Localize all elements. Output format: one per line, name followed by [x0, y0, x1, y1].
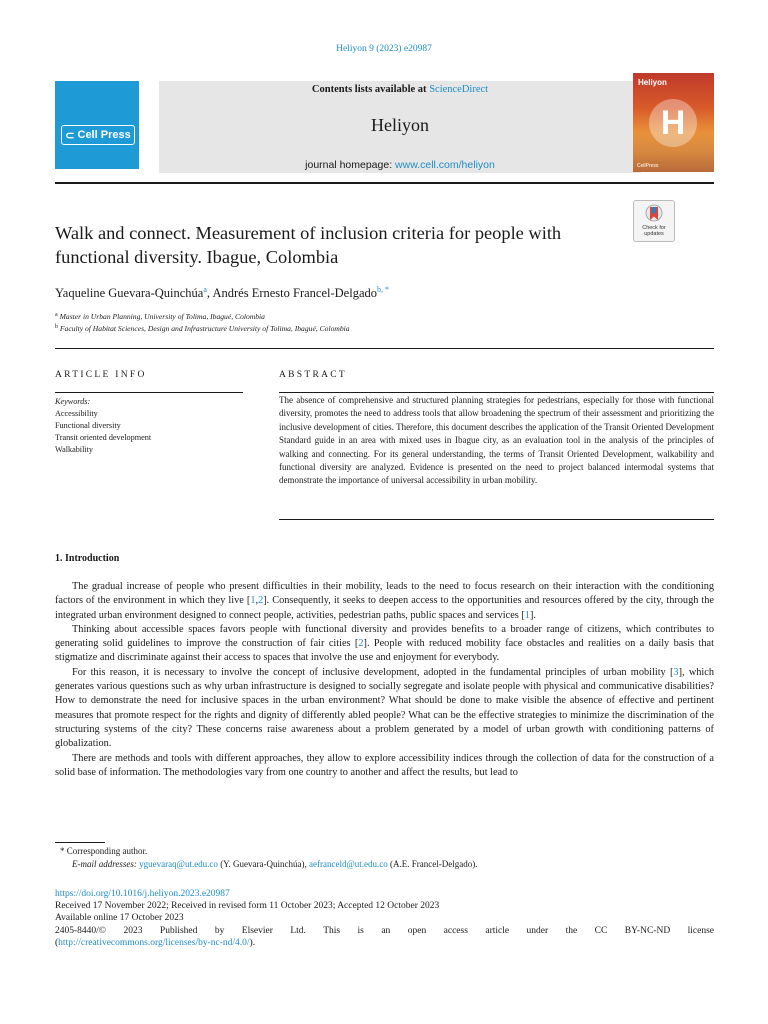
body-text-run: The gradual increase of people who present difficulties in their mobility, leads to the need to focus research on their interaction with the conditioning factors of the environment in which they live [	[55, 581, 714, 607]
author-list: Yaqueline Guevara-Quinchúa$^a$, Andrés Ernesto Francel-Delgado$^{b, *}$	[55, 285, 389, 300]
license-url-line: (http://creativecommons.org/licenses/by-nc-nd/4.0/).	[55, 937, 256, 948]
affiliation: $^a$ Master in Urban Planning, University of Tolima, Ibagué, Colombia	[55, 312, 265, 321]
abstract-divider	[279, 392, 714, 393]
cellpress-badge	[61, 125, 135, 145]
affiliation-mark[interactable]: a	[203, 285, 207, 294]
keyword: Transit oriented development	[55, 433, 152, 442]
license-statement: 2405-8440/© 2023 Published by Elsevier Ltd. This is an open access article under the CC BY-NC-ND license	[55, 925, 714, 936]
abstract-text: The absence of comprehensive and structured planning strategies for pedestrians, especially for those with functional diversity, promotes the need to address tools that allow broadening the spectrum of their assessment and prioritizing the inclusive development of cities. Therefore, this document describes the application of the Transit Oriented Development Standard guide in an area with mixed uses in Ibague city, as an evaluation tool in the analysis of the principles of walking and connecting. For its general understanding, the terms of Transit Oriented Development, walkability and functional diversity are analyzed. Evidence is presented on the need to project balanced intermodal systems that demonstrate the importance of universal accessibility in urban mobility.	[279, 395, 714, 486]
email-link[interactable]: aefranceld@ut.edu.co	[309, 859, 388, 869]
available-online: Available online 17 October 2023	[55, 913, 184, 924]
journal-reference[interactable]: Heliyon 9 (2023) e20987	[336, 44, 432, 54]
contents-line: Contents lists available at ScienceDirect	[311, 84, 489, 95]
email-link[interactable]: yguevaraq@ut.edu.co	[139, 859, 218, 869]
body-paragraph	[55, 666, 714, 752]
body-text-run: ].	[529, 609, 536, 621]
body-text-run: ]. People with reduced mobility face obstacles and realities on a daily basis that stigmatize and discriminate against their access to spaces that involve the use and enjoyment for everybody.	[55, 638, 714, 664]
citation-link[interactable]: 2	[358, 638, 364, 650]
abstract-end-divider	[279, 519, 714, 520]
citation-link[interactable]: 3	[673, 666, 679, 678]
keyword: Walkability	[55, 445, 93, 454]
author-name[interactable]: Yaqueline Guevara-Quinchúa	[55, 286, 204, 300]
keywords-list	[55, 396, 151, 456]
body-paragraph	[55, 580, 714, 623]
article-metadata	[55, 888, 714, 949]
cover-footer: CellPress	[637, 163, 659, 169]
header-divider	[55, 182, 714, 184]
body-paragraph	[55, 623, 714, 666]
affiliation-mark[interactable]: b, *	[377, 285, 389, 294]
bookmark-check-icon	[645, 204, 663, 224]
corresponding-author-note: * Corresponding author.	[60, 846, 148, 856]
citation-link[interactable]: 2	[258, 595, 264, 607]
section-heading: 1. Introduction	[55, 553, 120, 564]
article-title: Walk and connect. Measurement of inclusion criteria for people with functional diversity. Ibague, Colombia	[55, 223, 562, 267]
homepage-line: journal homepage: www.cell.com/heliyon	[305, 159, 495, 171]
sciencedirect-link[interactable]: ScienceDirect	[429, 84, 489, 95]
abstract-heading: ABSTRACT	[279, 370, 348, 380]
citation-link[interactable]: 1	[524, 609, 530, 621]
cellpress-logo[interactable]	[55, 81, 139, 169]
check-for-updates-button[interactable]	[633, 200, 675, 242]
article-info-heading: ARTICLE INFO	[55, 370, 147, 380]
journal-banner	[159, 81, 641, 173]
homepage-link[interactable]: www.cell.com/heliyon	[395, 159, 495, 171]
body-paragraph	[55, 752, 714, 781]
body-text-run: ], which generates various questions such as why urban infrastructure is designed to socially segregate and isolate people with physical and communicative disabilities? How to demonstrate the need for inclusive spaces in the urban environment? What should be done to make visible the absence of effective and pertinent measures that promote respect for the rights and dignity of differently abled people? What can be the effective strategies to minimize the discrimination of the structuring systems of the city? These concerns raise awareness about a problem generated by a model of urban growth with conditioning patterns of globalization.	[55, 666, 714, 750]
author-name[interactable]: Andrés Ernesto Francel-Delgado	[212, 286, 377, 300]
journal-name: Heliyon	[371, 115, 429, 135]
introduction-body	[55, 580, 714, 780]
body-text-run: For this reason, it is necessary to involve the concept of inclusive development, adopted in the fundamental principles of urban mobility [	[72, 666, 674, 678]
check-updates-label: Check for updates	[642, 225, 666, 237]
email-addresses: E-mail addresses: yguevaraq@ut.edu.co (Y. Guevara-Quinchúa), aefranceld@ut.edu.co (A.E. Francel-Delgado).	[72, 859, 478, 869]
doi-link[interactable]: https://doi.org/10.1016/j.heliyon.2023.e20987	[55, 889, 230, 899]
keywords-label: Keywords:	[55, 397, 91, 406]
cover-emblem: H	[649, 99, 697, 147]
history-dates: Received 17 November 2022; Received in revised form 11 October 2023; Accepted 12 October 2023	[55, 901, 440, 912]
title-divider	[55, 348, 714, 349]
keyword: Functional diversity	[55, 421, 121, 430]
citation-link[interactable]: 1	[250, 595, 256, 607]
license-link[interactable]: http://creativecommons.org/licenses/by-nc-nd/4.0/	[58, 937, 250, 948]
cellpress-glyph-icon: ⊂	[65, 129, 75, 142]
masthead	[55, 73, 714, 173]
body-text-run: Thinking about accessible spaces favors people with functional diversity and provides benefits to a broader range of citizens, which contributes to generating solid guidelines to improve the construction of fair cities [	[55, 623, 714, 650]
body-text-run: ]. Consequently, it seeks to deepen access to the opportunities and resources offered by the city, through the integrated urban environment designed to connect people, activities, pedestrian paths, public spaces and services [	[55, 595, 714, 621]
body-text-run: There are methods and tools with different approaches, they allow to explore accessibility indices through the collection of data for the construction of a solid base of information. The methodologies vary from one country to another and affect the results, but lead to	[55, 752, 714, 778]
cover-title: Heliyon	[638, 78, 667, 87]
keyword: Accessibility	[55, 409, 98, 418]
body-text-run: ,	[255, 595, 259, 607]
publisher-name: Cell Press	[77, 129, 131, 141]
email-label: E-mail addresses:	[72, 859, 137, 869]
footnote-divider	[55, 842, 105, 843]
journal-cover-image[interactable]	[633, 73, 714, 172]
article-info-divider	[55, 392, 243, 393]
affiliation: $^b$ Faculty of Habitat Sciences, Design and Infrastructure University of Tolima, Ibagué, Colombia	[55, 324, 350, 333]
